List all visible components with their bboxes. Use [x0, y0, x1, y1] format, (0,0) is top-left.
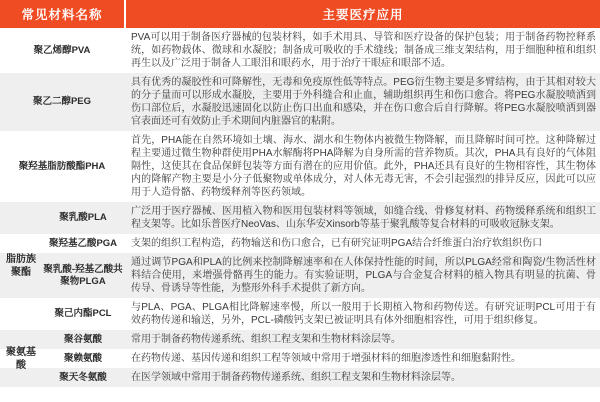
application-text: 广泛用于医疗器械、医用植入物和医用包装材料等领域，如缝合线、骨修复材料、药物缓释系统和组织工程支架等。比如乐普医疗NeoVas、山东华安Xinsorb等基于聚乳酸等复合材料的可吸收冠脉支架。: [131, 206, 596, 230]
application-cell: [124, 253, 600, 298]
application-text: PVA可以用于制备医疗器械的包装材料，如手术用具、导管和医疗设备的保护包装；用于制备药物控释系统，如药物载体、微球和水凝胶；制备成可吸收的手术缝线；制备成三维支架结构，用于细胞种植和组织再生以及广泛用于制备人工眼泪和眼药水，用于治疗干眼症和眼部不适。: [131, 32, 596, 69]
application-cell: [124, 298, 600, 330]
application-cell: [124, 368, 600, 387]
application-text: 具有优秀的凝胶性和可降解性，无毒和免疫原性低等特点。PEG衍生物主要是多臂结构，由于其相对较大的分子量而可以形成水凝胶，主要用于外科缝合和止血，辅助组织再生和伤口愈合。将PEG水凝胶喷洒到伤口部位后，水凝胶迅速固化以防止伤口出血和感染，并在伤口愈合后自行降解。将PEG水凝胶喷洒到器官表面还可有效防止手术期间内脏器官的粘附。: [131, 77, 596, 127]
application-cell: [124, 73, 600, 131]
material-name-cell: 聚乙二醇PEG: [32, 96, 92, 107]
table-row: [0, 73, 600, 131]
group-label: 聚氨基酸: [6, 346, 36, 371]
table-row: [0, 253, 600, 298]
table-row: [0, 234, 600, 253]
table-row: [0, 131, 600, 202]
application-cell: [124, 349, 600, 368]
material-name-cell: 聚乙烯醇PVA: [33, 44, 91, 56]
material-name-cell: 聚谷氨酸: [63, 333, 102, 345]
table-row: [0, 330, 600, 349]
application-text: 支架的组织工程构造，药物输送和伤口愈合，已有研究证明PGA结合纤维蛋白治疗软组织伤口: [131, 238, 543, 249]
table-row: [0, 28, 600, 73]
application-text: 在药物传递、基因传递和组织工程等领域中常用于增强材料的细胞渗透性和细胞黏附性。: [131, 353, 521, 364]
table-row: [0, 202, 600, 234]
application-text: 通过调节PGA和PLA的比例来控制降解速率和在人体保持性能的时间，所以PLGA经常和陶瓷/生物活性材料结合使用，来增强骨骼再生的能力。有实验证明，PLGA与合金复合材料的植入物具有明显的抗菌、骨传导、骨诱导等性能，为整形外科手术提供了新方向。: [131, 257, 596, 294]
material-name-cell: 聚乳酸PLA: [59, 212, 107, 223]
header-cell-applications: 主要医疗应用: [124, 0, 600, 28]
material-name-cell: 聚天冬氨酸: [59, 371, 107, 383]
application-text: 常用于制备药物传递系统、组织工程支架和生物材料涂层等。: [131, 334, 401, 345]
application-cell: [124, 234, 600, 253]
application-cell: [124, 28, 600, 73]
material-name-cell: 聚己内酯PCL: [54, 308, 112, 319]
application-text: 首先，PHA能在自然环境如土壤、海水、湖水和生物体内被微生物降解，而且降解时间可控。这种降解过程主要通过微生物种群使用PHA水解酶将PHA降解为自身所需的营养物质。其次，PHA具有良好的气体阻隔性，这使其在食品保鲜包装等方面有潜在的应用价值。此外，PHA还具有良好的生物相容性，其生物体内的降解产物主要是小分子低聚物或单体成分，对人体无毒无害，不会引起强烈的排异反应，因此可以应用于人造骨骼、药物缓释剂等医药领域。: [131, 135, 596, 198]
application-text: 与PLA、PGA、PLGA相比降解速率慢，所以一般用于长期植入物和药物传送。有研究证明PCL可用于有效药物传递和输送，另外，PCL-磷酸钙支架已被证明具有体外细胞相容性，可用于组织修复。: [131, 302, 596, 326]
application-cell: [124, 202, 600, 234]
table-body: [0, 28, 600, 387]
application-text: 在医学领域中常用于制备药物传递系统、组织工程支架和生物材料涂层等。: [131, 372, 461, 383]
header-cell-materials: 常见材料名称: [21, 8, 103, 22]
material-name-cell: 聚羟基乙酸PGA: [48, 237, 118, 249]
table-header: [0, 0, 600, 28]
application-cell: [124, 131, 600, 202]
material-name-cell: 聚赖氨酸: [63, 352, 102, 364]
application-cell: [124, 330, 600, 349]
table-row: [0, 349, 600, 368]
material-name-cell: 聚羟基脂肪酸酯PHA: [18, 160, 106, 172]
table-row: [0, 368, 600, 387]
group-label: 脂肪族聚酯: [6, 254, 36, 278]
material-name-cell: 聚乳酸-羟基乙酸共聚物PLGA: [43, 263, 123, 287]
table-row: [0, 298, 600, 330]
